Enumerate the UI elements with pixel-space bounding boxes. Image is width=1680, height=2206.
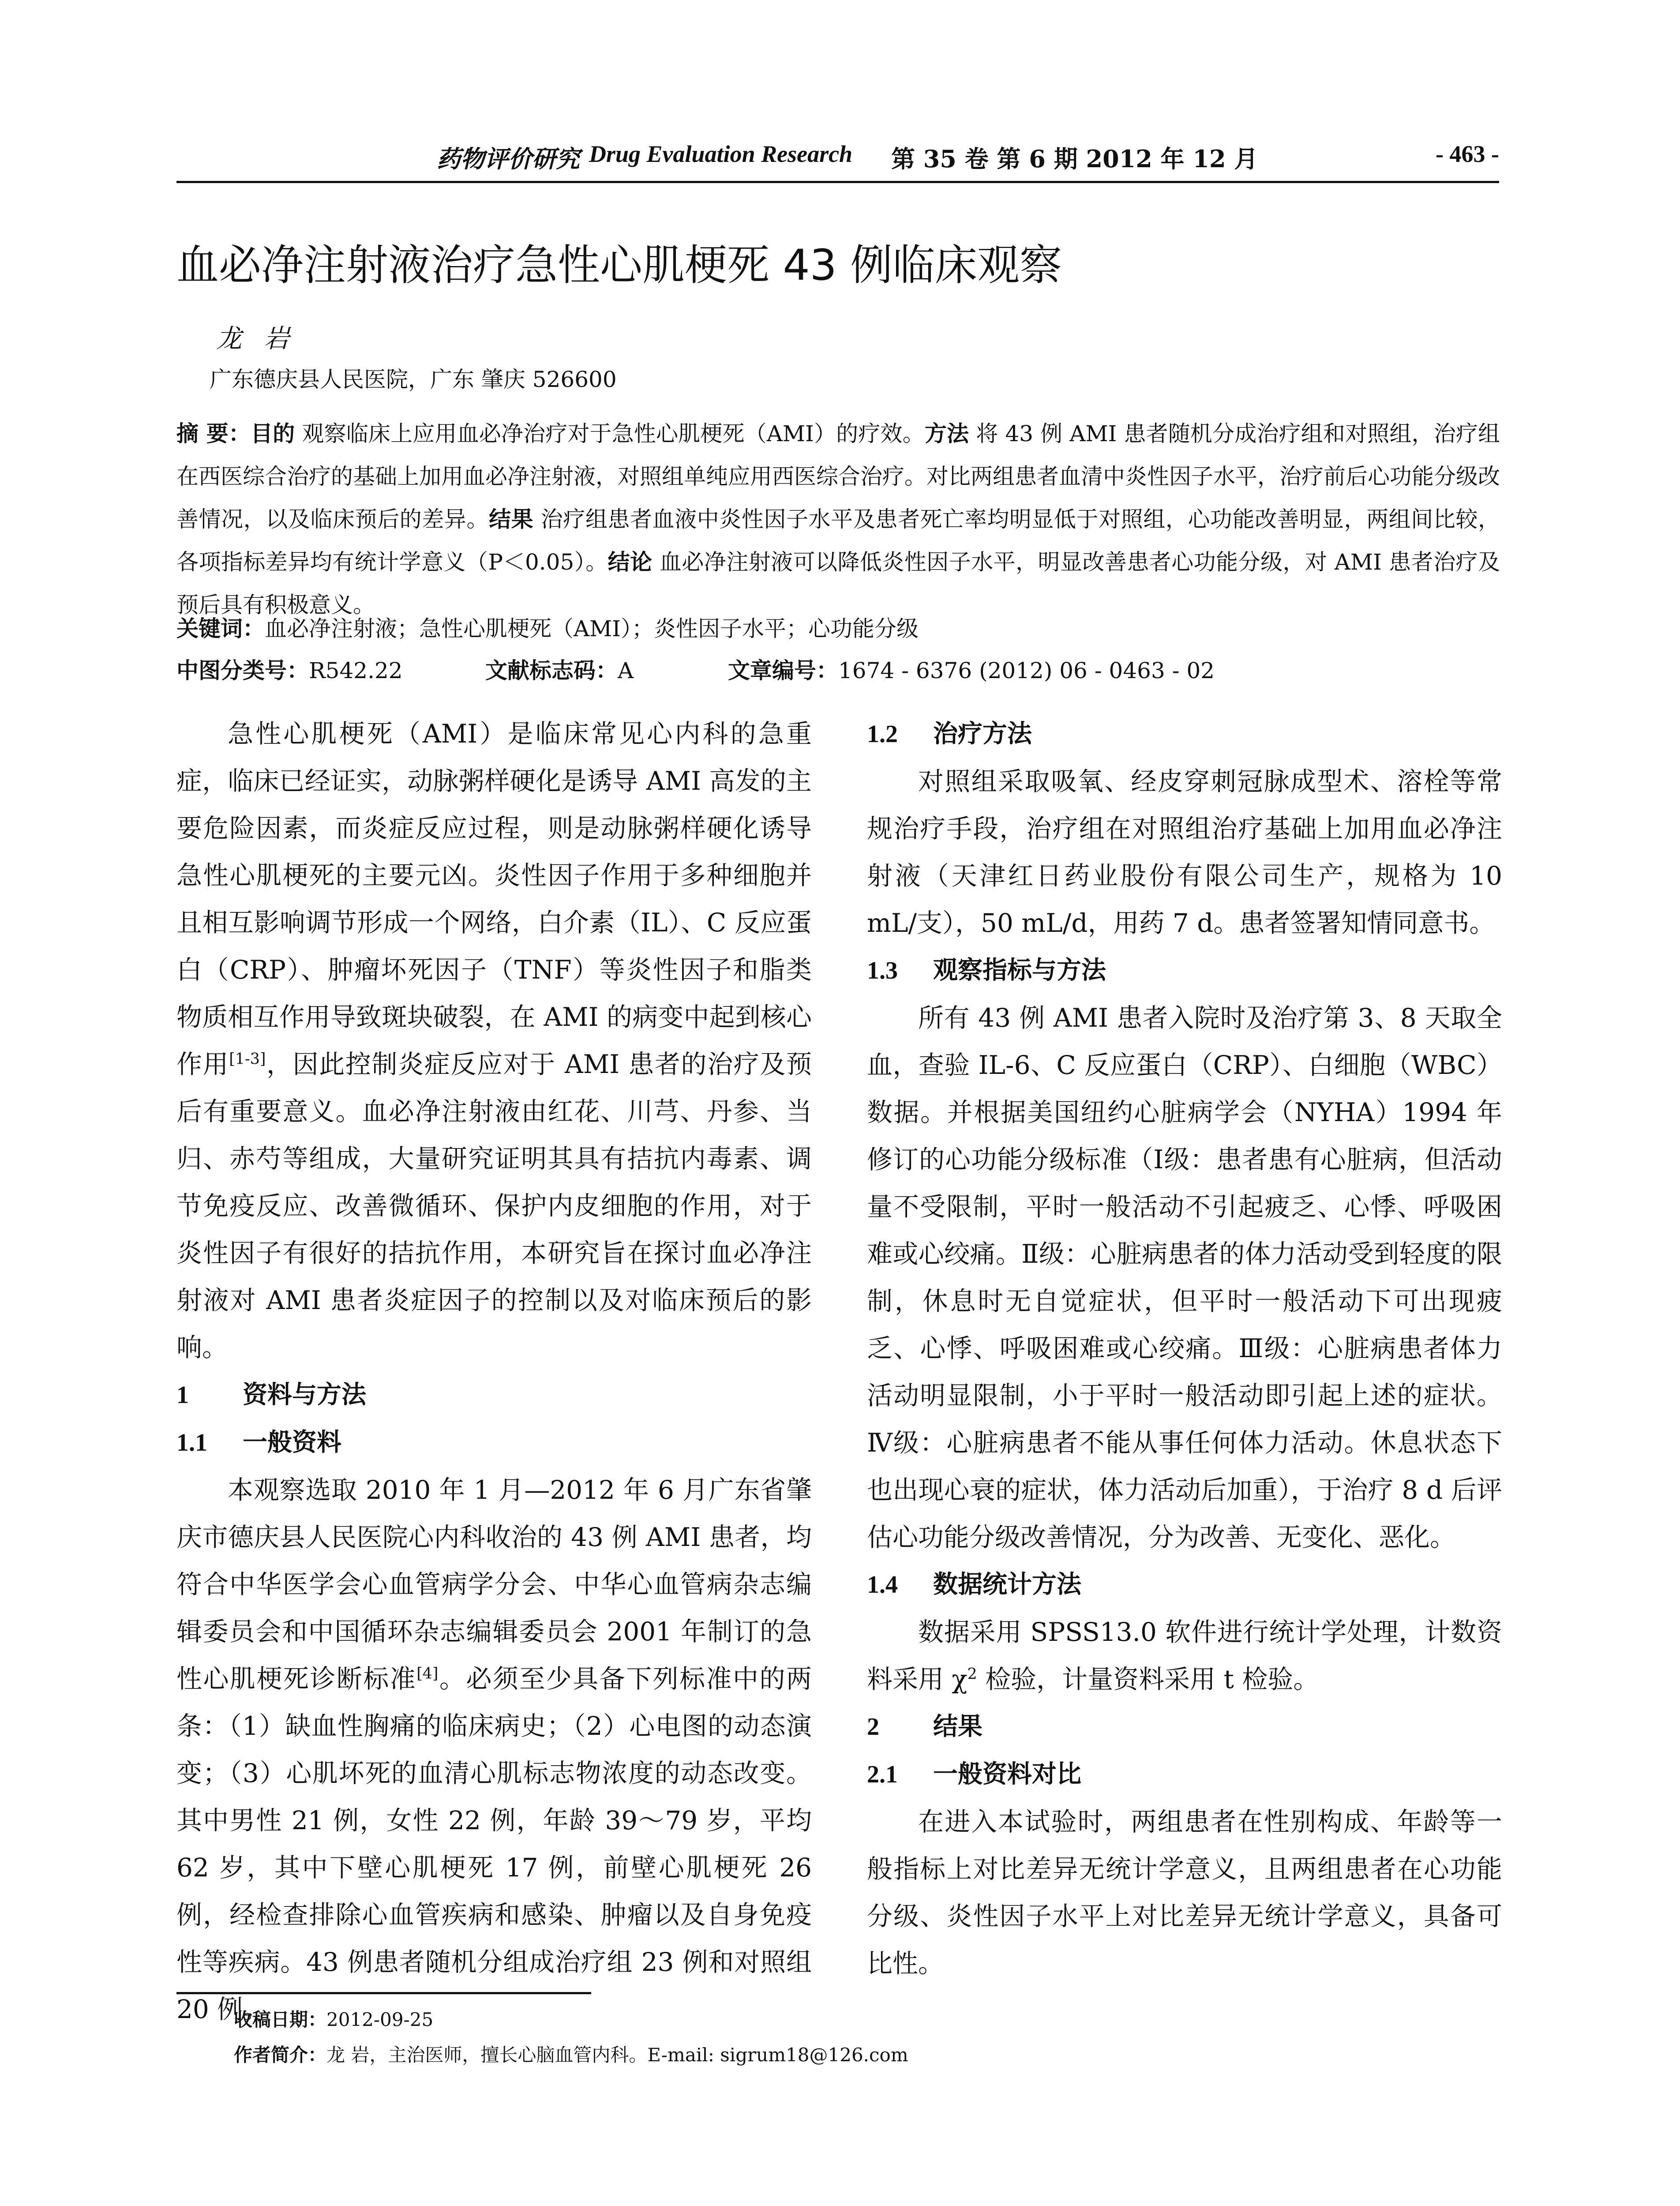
subsection-heading bbox=[867, 1751, 1502, 1798]
body-paragraph bbox=[176, 1467, 812, 2033]
author-bio-label: 作者简介： bbox=[234, 2044, 327, 2066]
affiliation: 广东德庆县人民医院，广东 肇庆 526600 bbox=[210, 367, 617, 392]
paragraph-text: 数据采用 SPSS13.0 软件进行统计学处理，计数资料采用 χ bbox=[867, 1617, 1502, 1694]
issue-info: 第 35 卷 第 6 期 2012 年 12 月 bbox=[891, 145, 1258, 173]
body-paragraph: 所有 43 例 AMI 患者入院时及治疗第 3、8 天取全血，查验 IL-6、C 反应蛋白（CRP）、白细胞（WBC）数据。并根据美国纽约心脏病学会（NYHA）1994 年修订的心功能分级标准（Ⅰ级：患者患有心脏病，但活动量不受限制，平时一般活动不引起疲乏、心悸、呼吸困难或心绞痛。Ⅱ级：心脏病患者的体力活动受到轻度的限制，休息时无自觉症状，但平时一般活动下可出现疲乏、心悸、呼吸困难或心绞痛。Ⅲ级：心脏病患者体力活动明显限制，小于平时一般活动即引起上述的症状。Ⅳ级：心脏病患者不能从事任何体力活动。休息状态下也出现心衰的症状，体力活动后加重），于治疗 8 d 后评估心功能分级改善情况，分为改善、无变化、恶化。 bbox=[867, 1003, 1502, 1552]
conclusion-label: 结论 bbox=[608, 549, 652, 575]
intro-paragraph bbox=[176, 710, 812, 1371]
section-title: 结果 bbox=[933, 1712, 982, 1741]
abstract bbox=[176, 413, 1500, 627]
subsection-heading bbox=[867, 1561, 1502, 1609]
page-number: - 463 - bbox=[1436, 141, 1499, 167]
subsection-heading bbox=[176, 1419, 812, 1467]
methods-text: 将 43 例 AMI 患者随机分成治疗组和对照组，治疗组在西医综合治疗的基础上加用血必净注射液，对照组单纯应用西医综合治疗。对比两组患者血清中炎性因子水平，治疗前后心功能分级改善情况，以及临床预后的差异。 bbox=[176, 421, 1500, 532]
running-header bbox=[176, 132, 1499, 183]
intro-text: 急性心肌梗死（AMI）是临床常见心内科的急重症，临床已经证实，动脉粥样硬化是诱导 AMI 高发的主要危险因素，而炎症反应过程，则是动脉粥样硬化诱导急性心肌梗死的主要元凶。炎性因子作用于多种细胞并且相互影响调节形成一个网络，白介素（IL）、C 反应蛋白（CRP）、肿瘤坏死因子（TNF）等炎性因子和脂类物质相互作用导致斑块破裂，在 AMI 的病变中起到核心作用 bbox=[176, 719, 812, 1079]
article-no-label: 文章编号： bbox=[728, 658, 838, 683]
article-title: 血必净注射液治疗急性心肌梗死 43 例临床观察 bbox=[176, 240, 1062, 290]
section-number: 2 bbox=[867, 1713, 879, 1741]
author-bio: 龙 岩，主治医师，擅长心脑血管内科。E-mail: sigrum18@126.com bbox=[326, 2044, 908, 2066]
section-title: 观察指标与方法 bbox=[933, 956, 1106, 985]
paragraph-text: 本观察选取 2010 年 1 月—2012 年 6 月广东省肇庆市德庆县人民医院心内科收治的 43 例 AMI 患者，均符合中华医学会心血管病学分会、中华心血管病杂志编辑委员会和中国循环杂志编辑委员会 2001 年制订的急性心肌梗死诊断标准 bbox=[176, 1475, 812, 1694]
received-date: 2012-09-25 bbox=[326, 2009, 434, 2030]
received-label: 收稿日期： bbox=[234, 2009, 327, 2030]
subsection-heading bbox=[867, 947, 1502, 994]
right-column bbox=[867, 710, 1502, 1987]
section-title: 治疗方法 bbox=[933, 720, 1032, 748]
section-title: 一般资料对比 bbox=[933, 1760, 1081, 1789]
section-number: 1.2 bbox=[867, 720, 898, 748]
abstract-label: 摘 要： bbox=[176, 421, 251, 446]
section-number: 1.4 bbox=[867, 1571, 898, 1598]
conclusion-text: 血必净注射液可以降低炎性因子水平，明显改善患者心功能分级，对 AMI 患者治疗及预后具有积极意义。 bbox=[176, 549, 1500, 618]
objective-label: 目的 bbox=[251, 421, 295, 446]
keywords-label: 关键词： bbox=[176, 616, 265, 642]
section-heading bbox=[867, 1703, 1502, 1751]
article-no-value: 1674 - 6376 (2012) 06 - 0463 - 02 bbox=[838, 658, 1215, 683]
section-heading bbox=[176, 1371, 812, 1419]
section-title: 数据统计方法 bbox=[933, 1570, 1081, 1599]
paragraph-text-rest: 。必须至少具备下列标准中的两条：（1）缺血性胸痛的临床病史；（2）心电图的动态演变；（3）心肌坏死的血清心肌标志物浓度的动态改变。其中男性 21 例，女性 22 例，年龄 39～79 岁，平均 62 岁，其中下壁心肌梗死 17 例，前壁心肌梗死 26 例，经检查排除心血管疾病和感染、肿瘤以及自身免疫性等疾病。43 例患者随机分组成治疗组 23 例和对照组 20 例。 bbox=[176, 1664, 812, 2024]
footnote-author bbox=[234, 2041, 908, 2067]
section-title: 一般资料 bbox=[243, 1428, 341, 1457]
results-text: 治疗组患者血液中炎性因子水平及患者死亡率均明显低于对照组，心功能改善明显，两组间比较，各项指标差异均有统计学意义（P＜0.05）。 bbox=[176, 506, 1500, 575]
body-paragraph bbox=[867, 1609, 1502, 1703]
body-paragraph: 对照组采取吸氧、经皮穿刺冠脉成型术、溶栓等常规治疗手段，治疗组在对照组治疗基础上加用血必净注射液（天津红日药业股份有限公司生产，规格为 10 mL/支），50 mL/d，用药 7 d。患者签署知情同意书。 bbox=[867, 766, 1502, 938]
body-paragraph: 在进入本试验时，两组患者在性别构成、年龄等一般指标上对比差异无统计学意义，且两组患者在心功能分级、炎性因子水平上对比差异无统计学意义，具备可比性。 bbox=[867, 1807, 1502, 1978]
citation: [1-3] bbox=[229, 1050, 266, 1068]
citation: [4] bbox=[416, 1665, 439, 1683]
methods-label: 方法 bbox=[924, 421, 969, 446]
left-column bbox=[176, 710, 812, 2033]
superscript: 2 bbox=[967, 1665, 977, 1683]
author-name: 龙岩 bbox=[216, 323, 312, 353]
paragraph-text-rest: 检验，计量资料采用 t 检验。 bbox=[977, 1664, 1319, 1694]
section-number: 1 bbox=[176, 1381, 189, 1409]
doc-code-value: A bbox=[618, 658, 634, 683]
keywords bbox=[176, 611, 919, 643]
clc-label: 中图分类号： bbox=[176, 658, 309, 683]
keywords-text: 血必净注射液；急性心肌梗死（AMI）；炎性因子水平；心功能分级 bbox=[265, 616, 919, 642]
doc-code-label: 文献标志码： bbox=[485, 658, 618, 683]
journal-logo: 药物评价研究 bbox=[437, 145, 580, 173]
journal-name: Drug Evaluation Research bbox=[589, 141, 853, 167]
clc-value: R542.22 bbox=[309, 658, 403, 683]
section-title: 资料与方法 bbox=[243, 1381, 366, 1409]
section-number: 1.1 bbox=[176, 1429, 207, 1456]
results-label: 结果 bbox=[489, 506, 534, 532]
footnote-received bbox=[234, 2005, 433, 2032]
section-number: 1.3 bbox=[867, 957, 898, 984]
intro-text-rest: ，因此控制炎症反应对于 AMI 患者的治疗及预后有重要意义。血必净注射液由红花、川芎、丹参、当归、赤芍等组成，大量研究证明其具有拮抗内毒素、调节免疫反应、改善微循环、保护内皮细胞的作用，对于炎性因子有很好的拮抗作用，本研究旨在探讨血必净注射液对 AMI 患者炎症因子的控制以及对临床预后的影响。 bbox=[176, 1049, 812, 1362]
objective-text: 观察临床上应用血必净治疗对于急性心肌梗死（AMI）的疗效。 bbox=[295, 421, 925, 446]
footnote-divider bbox=[176, 1992, 591, 1994]
section-number: 2.1 bbox=[867, 1761, 898, 1788]
subsection-heading bbox=[867, 710, 1502, 758]
